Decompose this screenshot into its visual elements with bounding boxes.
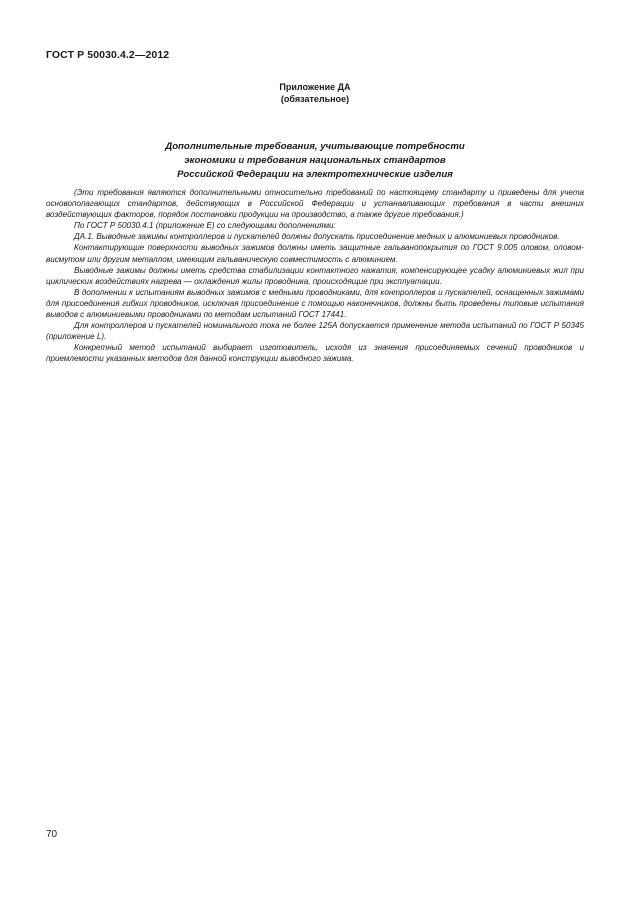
page-number: 70 bbox=[46, 829, 58, 840]
document-code: ГОСТ Р 50030.4.2—2012 bbox=[46, 49, 170, 61]
annex-title-line: Дополнительные требования, учитывающие потребности bbox=[165, 141, 465, 152]
annex-heading bbox=[0, 81, 630, 105]
paragraph-reference: По ГОСТ Р 50030.4.1 (приложение Е) со следующими дополнениями: bbox=[74, 221, 336, 231]
annex-title-line: Российской Федерации на электротехнические изделия bbox=[177, 169, 453, 180]
annex-title bbox=[60, 140, 570, 182]
annex-body bbox=[46, 187, 584, 365]
paragraph-rated-current: Для контроллеров и пускателей номинального тока не более 125А допускается применение метода испытаний по ГОСТ Р 50345 (приложение L). bbox=[46, 321, 584, 342]
paragraph-da1: ДА.1. Выводные зажимы контроллеров и пускателей должны допускать присоединение медных и алюминиевых проводников. bbox=[74, 232, 560, 242]
paragraph-coatings: Контактирующие поверхности выводных зажимов должны иметь защитные гальванопокрытия по ГОСТ 9.005 оловом, оловом-висмутом или другим металлом, имеющим гальваническую совместимость с алюминием. bbox=[46, 243, 584, 264]
annex-status: (обязательное) bbox=[280, 94, 350, 104]
annex-label: Приложение ДА bbox=[279, 82, 351, 92]
paragraph-intro-note: (Эти требования являются дополнительными относительно требований по настоящему стандарту и приведены для учета основополагающих стандартов, действующих в Российской Федерации и устанавливающих требования в части внешних воздействующих факторов, порядок постановки продукции на производство, а также другие требования.) bbox=[46, 188, 584, 220]
paragraph-test-method: Конкретный метод испытаний выбирает изготовитель, исходя из значения присоединяемых сечений проводников и приемлемости указанных методов для данной конструкции выводного зажима. bbox=[46, 343, 584, 364]
annex-title-line: экономики и требования национальных стандартов bbox=[184, 155, 446, 166]
paragraph-contact-pressure: Выводные зажимы должны иметь средства стабилизации контактного нажатия, компенсирующее усадку алюминиевых жил при циклических воздействиях нагрева — охлаждения жилы проводника, происходящие при эксплуатации. bbox=[46, 265, 584, 286]
paragraph-tests: В дополнении к испытаниям выводных зажимов с медными проводниками, для контроллеров и пускателей, оснащенных зажимами для присоединения гибких проводников, исключая присоединение с помощью наконечников, должны быть проведены типовые испытания выводов с алюминиевыми проводниками по методам испытаний ГОСТ 17441. bbox=[46, 287, 584, 320]
